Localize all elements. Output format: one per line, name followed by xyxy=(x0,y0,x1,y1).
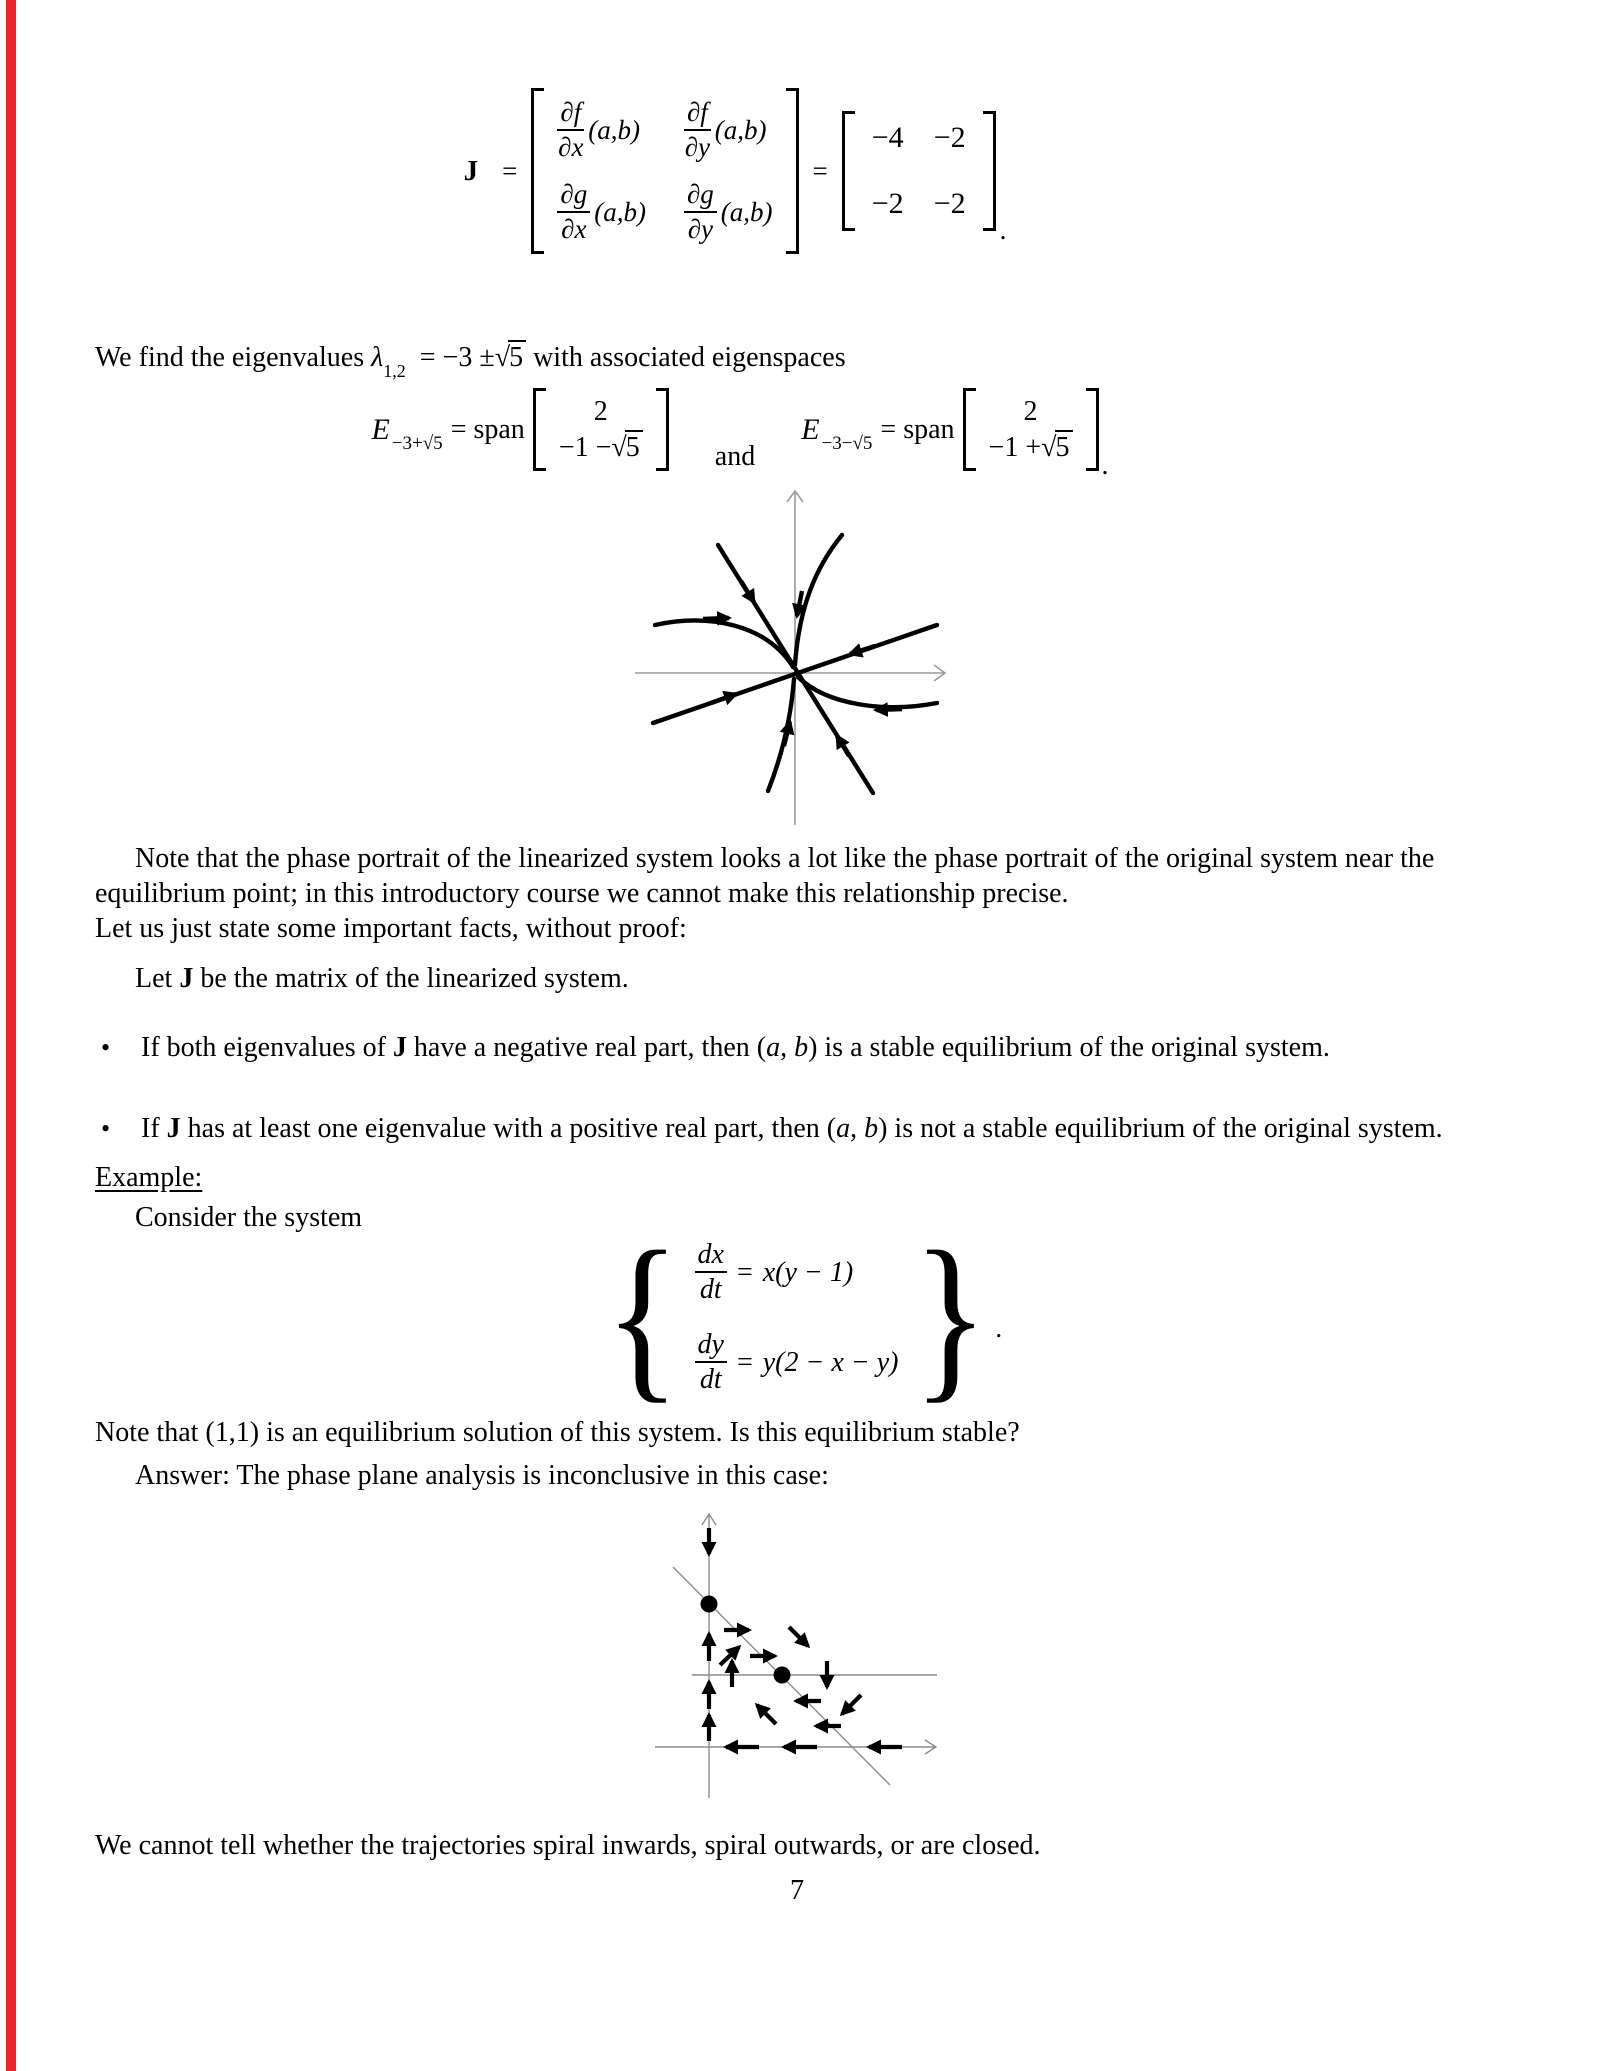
period: . xyxy=(995,1312,1003,1344)
ode-rhs: y(2 − x − y) xyxy=(762,1346,899,1378)
jacobian-equation xyxy=(95,88,1505,254)
eigenspace-symbol: E xyxy=(371,413,390,446)
vector-entry: −1 +√5 xyxy=(989,431,1073,464)
flow-arrow-icon xyxy=(703,618,729,619)
radicand: 5 xyxy=(508,340,526,373)
equals-sign: = xyxy=(502,155,518,186)
matrix-right-bracket xyxy=(1086,388,1099,471)
equals-sign: = xyxy=(812,155,828,186)
eigenvector-matrix xyxy=(963,388,1099,471)
paragraph-note: Note that the phase portrait of the linearized system looks a lot like the phase portrait of the original system near the equilibrium point; in this introductory course we cannot make this relationship precise. xyxy=(95,843,1435,909)
equals-sign: = xyxy=(736,1346,753,1378)
phase-portrait-linearized xyxy=(485,473,965,833)
bullet-item xyxy=(95,1111,1505,1146)
ode-rhs: x(y − 1) xyxy=(762,1256,854,1288)
jacobian-matrix xyxy=(531,88,798,254)
matrix-right-bracket xyxy=(786,88,799,254)
phase-plane-diagram xyxy=(640,1498,960,1808)
J-symbol: J xyxy=(392,1032,407,1063)
consider-sentence: Consider the system xyxy=(135,1202,363,1233)
period: . xyxy=(999,215,1007,245)
partial-den: ∂y xyxy=(684,132,711,162)
axes xyxy=(655,1514,937,1798)
span-label: = span xyxy=(450,414,525,445)
phase-plane-svg xyxy=(640,1498,960,1808)
left-brace: { xyxy=(604,1214,680,1419)
matrix-left-bracket xyxy=(531,88,544,254)
partial-den: ∂x xyxy=(561,214,587,244)
partial-num: ∂f xyxy=(684,97,711,131)
eigenvector-matrix xyxy=(533,388,669,471)
jacobian-cell xyxy=(557,179,646,245)
vector-entry: −1 −√5 xyxy=(559,431,643,464)
text-fragment: with associated eigenspaces xyxy=(533,342,846,373)
J-symbol: J xyxy=(179,963,194,994)
page-content xyxy=(95,0,1505,1908)
matrix-left-bracket xyxy=(842,111,855,231)
conjunction: and xyxy=(714,441,756,472)
closing-sentence: We cannot tell whether the trajectories spiral inwards, spiral outwards, or are closed. xyxy=(95,1830,1041,1861)
lambda-subscript: 1,2 xyxy=(383,361,406,381)
partial-num: ∂f xyxy=(557,97,584,131)
trajectory-curve xyxy=(768,679,794,791)
flow-arrow-icon xyxy=(842,1695,861,1714)
equals-sign: = xyxy=(736,1256,753,1288)
result-matrix xyxy=(842,111,996,231)
bullet-icon: • xyxy=(101,1033,111,1062)
bullet-item xyxy=(95,1030,1505,1065)
matrix-entry: −2 xyxy=(933,187,966,220)
paragraph-note-cont: Let us just state some important facts, without proof: xyxy=(95,913,687,944)
jacobian-cell xyxy=(557,97,646,163)
matrix-entry: −2 xyxy=(871,187,904,220)
radical-sign: √ xyxy=(611,432,627,463)
J-symbol: J xyxy=(166,1113,181,1144)
bullet-text: If J has at least one eigenvalue with a positive real part, then (a, b) is not a stable equilibrium of the original system. xyxy=(141,1113,1443,1144)
period: . xyxy=(1101,450,1109,481)
matrix-right-bracket xyxy=(983,111,996,231)
equilibrium-question: Note that (1,1) is an equilibrium solution of this system. Is this equilibrium stable? xyxy=(95,1417,1020,1448)
page-number: 7 xyxy=(790,1875,804,1906)
lambda-symbol: λ xyxy=(371,342,384,373)
radical-sign: √ xyxy=(1041,432,1057,463)
left-edge-marker xyxy=(6,0,16,2071)
partial-num: ∂g xyxy=(557,179,590,213)
derivative-den: dt xyxy=(699,1364,722,1395)
matrix-right-bracket xyxy=(656,388,669,471)
eval-point: (a,b) xyxy=(594,196,646,227)
flow-arrow-icon xyxy=(837,736,849,756)
let-j-sentence: Let J be the matrix of the linearized system. xyxy=(135,963,629,994)
derivative-den: dt xyxy=(699,1274,722,1305)
flow-arrow-icon xyxy=(711,694,736,703)
example-heading: Example: xyxy=(95,1162,203,1193)
jacobian-cell xyxy=(684,97,773,163)
radicand: 5 xyxy=(625,430,643,463)
matrix-left-bracket xyxy=(963,388,976,471)
matrix-left-bracket xyxy=(533,388,546,471)
partial-den: ∂y xyxy=(687,214,714,244)
vector-entry: 2 xyxy=(1023,396,1038,427)
bullet-text: If both eigenvalues of J have a negative real part, then (a, b) is a stable equilibrium of the original system. xyxy=(141,1032,1330,1063)
eigenspaces-row xyxy=(95,388,1505,481)
radicand: 5 xyxy=(1055,430,1073,463)
flow-arrow-icon xyxy=(741,581,754,602)
eigenspace-symbol: E xyxy=(801,413,820,446)
flow-arrow-icon xyxy=(784,722,790,746)
span-label: = span xyxy=(880,414,955,445)
equilibrium-point xyxy=(701,1596,718,1613)
equilibrium-point xyxy=(774,1667,791,1684)
bullet-icon: • xyxy=(101,1114,111,1143)
vector-entry: 2 xyxy=(593,396,608,427)
matrix-entry: −4 xyxy=(871,121,904,154)
direction-field-arrows xyxy=(709,1528,902,1747)
ode-equation xyxy=(695,1329,899,1395)
eigenspace-subscript: −3−√5 xyxy=(821,433,873,454)
jacobian-cell xyxy=(684,179,773,245)
partial-num: ∂g xyxy=(684,179,717,213)
radical-sign: √ xyxy=(494,342,511,373)
phase-portrait-svg xyxy=(485,473,965,833)
flow-arrow-icon xyxy=(876,709,902,710)
text-fragment: We find the eigenvalues xyxy=(95,342,365,373)
eigenspace-subscript: −3+√5 xyxy=(391,433,443,454)
answer-sentence: Answer: The phase plane analysis is inconclusive in this case: xyxy=(135,1460,829,1491)
right-brace: } xyxy=(913,1214,989,1419)
derivative-num: dx xyxy=(695,1239,727,1273)
eval-point: (a,b) xyxy=(588,114,640,145)
partial-den: ∂x xyxy=(558,132,584,162)
eval-point: (a,b) xyxy=(714,114,767,145)
jacobian-symbol: J xyxy=(463,154,479,187)
matrix-entry: −2 xyxy=(933,121,966,154)
trajectory-curve xyxy=(655,621,793,667)
eigenvalue-sentence xyxy=(95,340,1505,381)
flow-arrow-icon xyxy=(757,1705,776,1724)
ode-equation xyxy=(695,1239,899,1305)
flow-arrow-icon xyxy=(789,1627,808,1646)
text-fragment: = −3 ± xyxy=(419,342,495,373)
eval-point: (a,b) xyxy=(720,196,773,227)
derivative-num: dy xyxy=(695,1329,727,1363)
flow-arrow-icon xyxy=(720,1647,739,1665)
